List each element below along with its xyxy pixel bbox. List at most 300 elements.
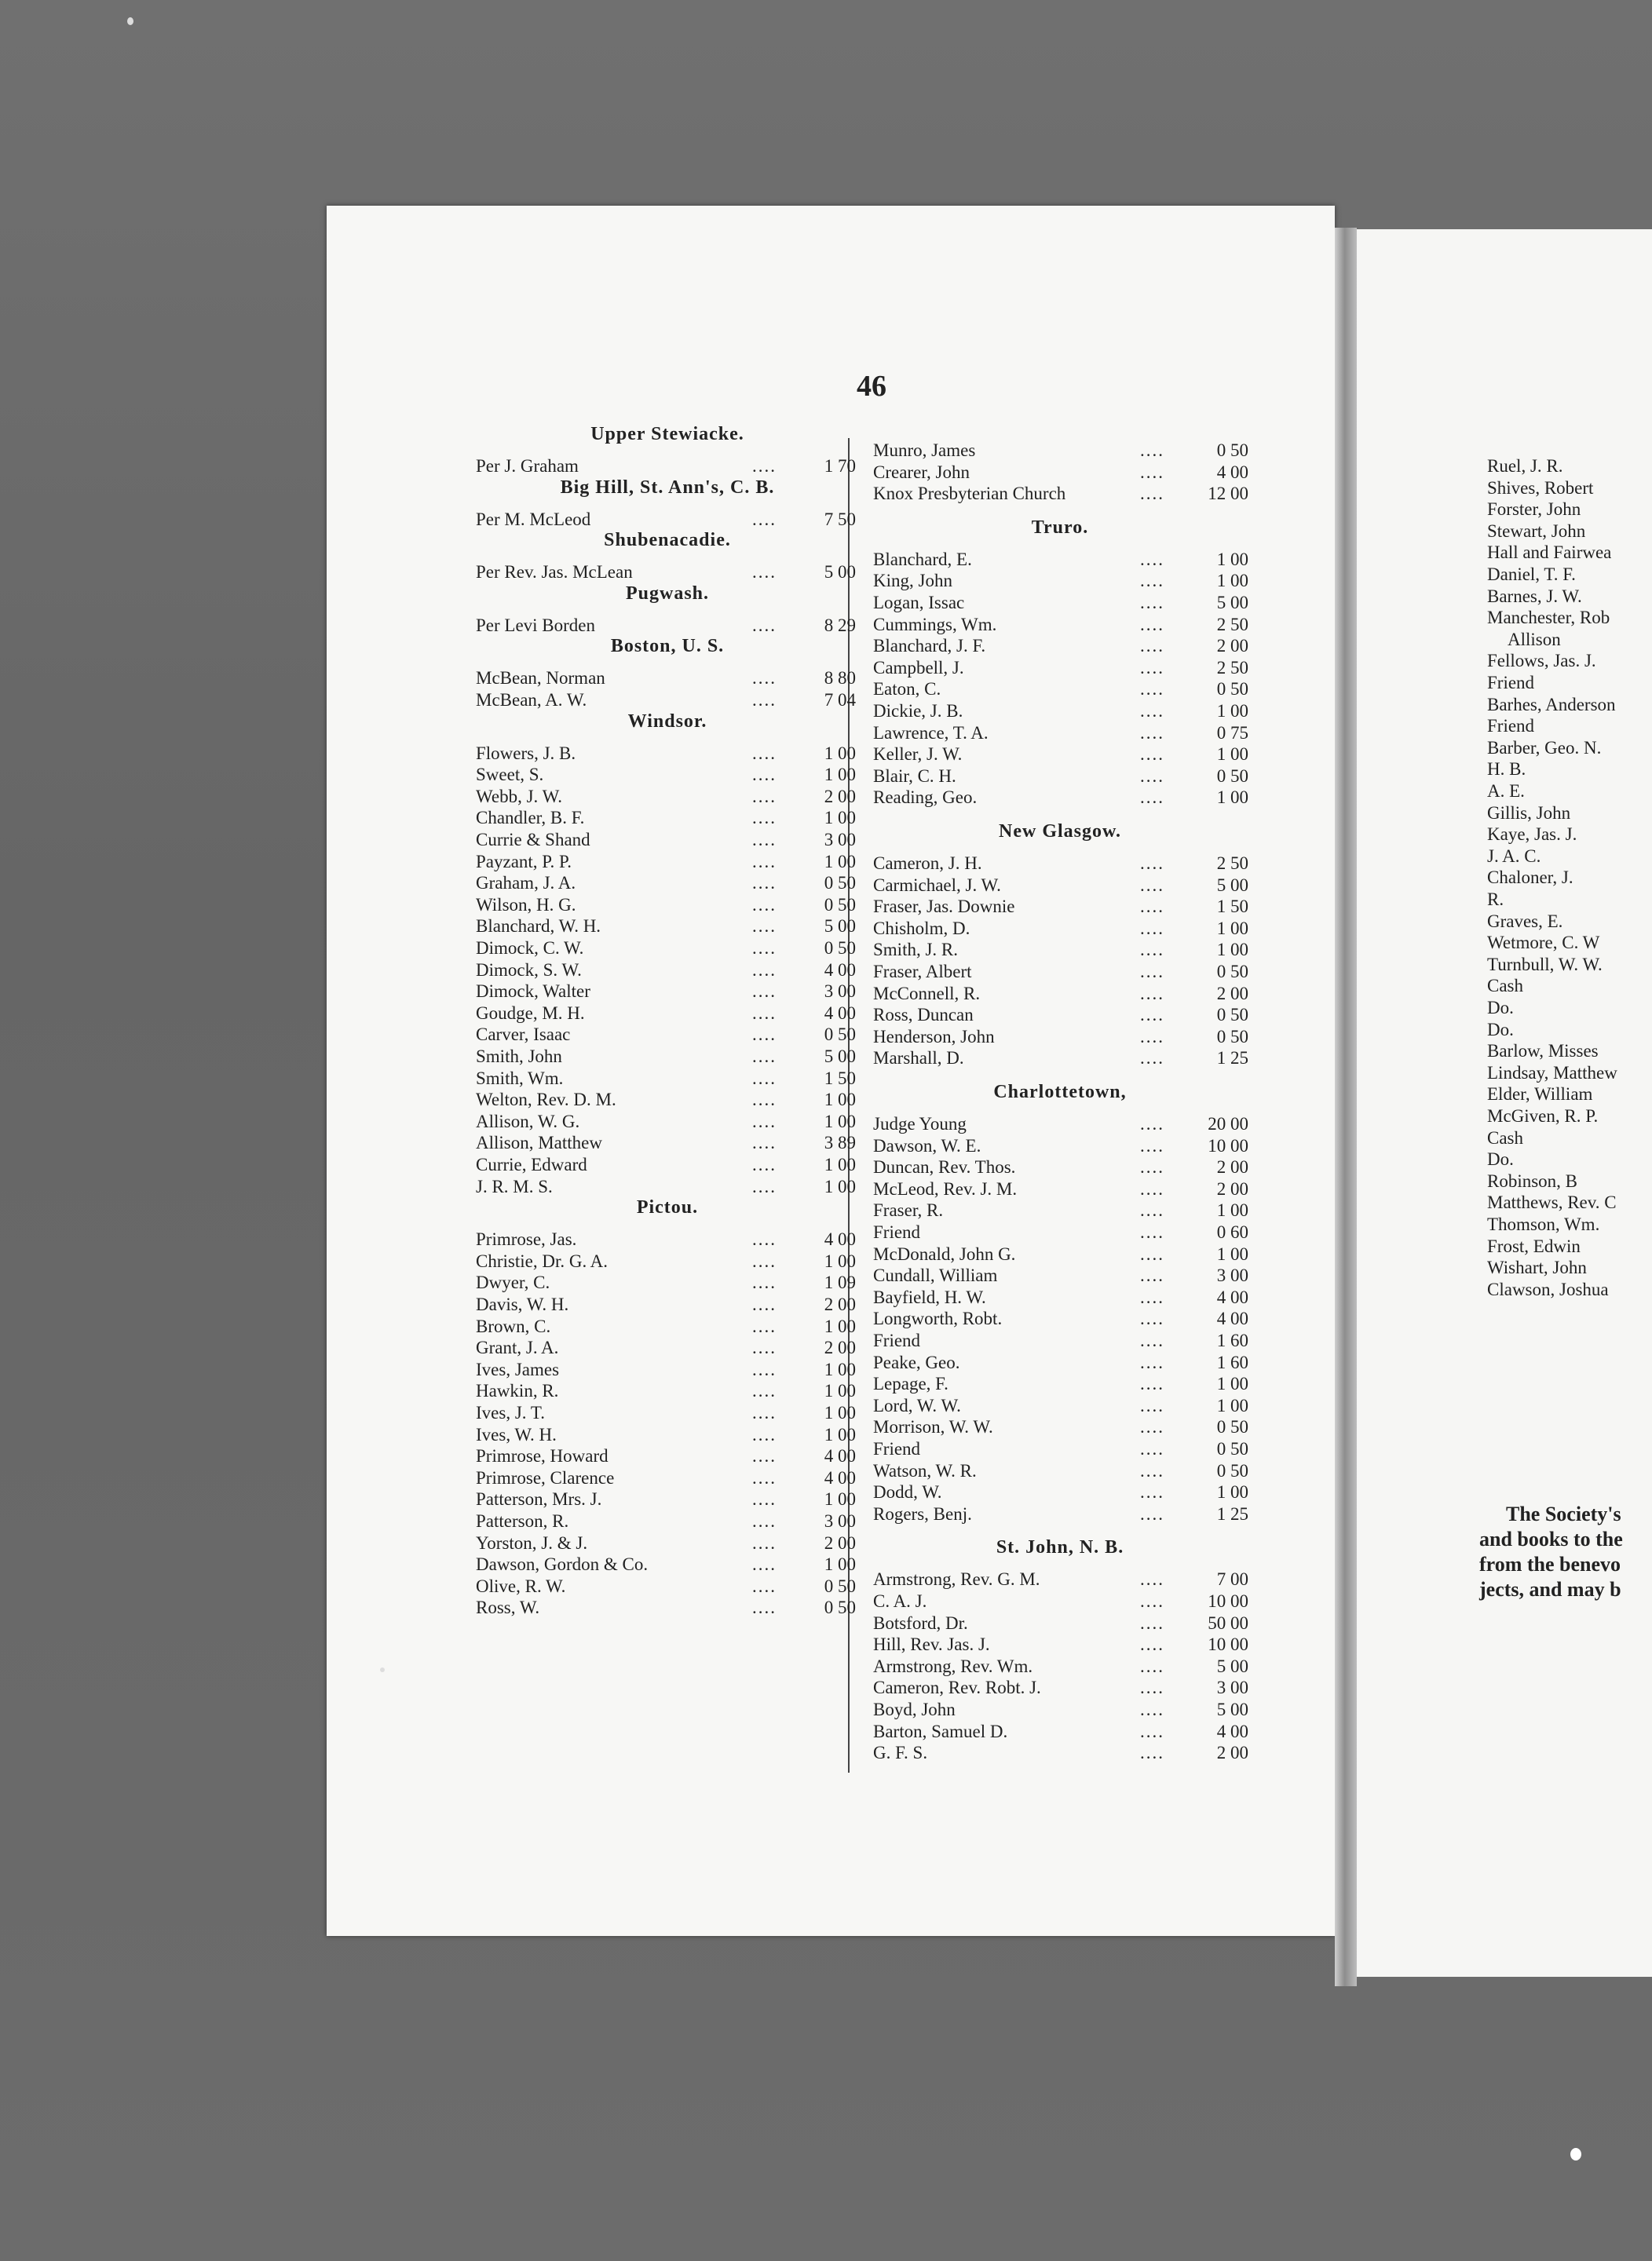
contribution-amount: 1 00	[1216, 1244, 1248, 1264]
contributor-name: Friend	[1487, 716, 1535, 736]
contribution-row	[476, 851, 856, 873]
dot-leader: ....	[1140, 549, 1164, 569]
contributor-name: Per M. McLeod	[476, 509, 591, 529]
dot-leader: ....	[752, 786, 777, 806]
contribution-amount: 5 00	[824, 562, 856, 583]
contributor-name: Per Rev. Jas. McLean	[476, 562, 633, 583]
contributor-name: A. E.	[1487, 781, 1525, 801]
contribution-amount: 5 00	[824, 916, 856, 937]
contribution-row	[476, 807, 856, 829]
contribution-row	[476, 1424, 856, 1446]
contribution-row	[873, 1634, 1248, 1656]
contributor-name: Ives, W. H.	[476, 1424, 557, 1445]
contribution-amount: 2 00	[1216, 636, 1248, 656]
contribution-amount: 0 50	[1216, 679, 1248, 699]
contribution-row	[476, 981, 856, 1003]
contributor-name: Friend	[873, 1439, 921, 1459]
dot-leader: ....	[1140, 1222, 1164, 1242]
contribution-row	[873, 1178, 1248, 1200]
contributor-name: Rogers, Benj.	[873, 1503, 972, 1524]
dot-leader: ....	[752, 1489, 777, 1510]
contribution-row	[476, 1154, 856, 1176]
dot-leader: ....	[752, 1155, 777, 1174]
section-heading: Boston, U. S.	[610, 636, 725, 657]
contribution-amount: 1 00	[824, 808, 856, 828]
contributor-name: Ruel, J. R.	[1487, 456, 1563, 476]
contributor-name: Cameron, Rev. Robt. J.	[873, 1678, 1041, 1698]
contributor-name: Logan, Issac	[873, 593, 965, 612]
contributor-name: Cash	[1487, 1127, 1523, 1148]
dot-leader: ....	[1140, 484, 1164, 504]
dot-leader: ....	[752, 1338, 777, 1358]
contributor-name: Yorston, J. & J.	[476, 1532, 588, 1553]
dot-leader: ....	[1140, 1395, 1164, 1415]
section-heading: New Glasgow.	[999, 821, 1121, 842]
dot-leader: ....	[1140, 1439, 1164, 1459]
dot-leader: ....	[752, 1532, 777, 1553]
contribution-amount: 1 00	[824, 1251, 856, 1271]
dot-leader: ....	[1140, 1178, 1164, 1199]
section-heading: Pugwash.	[625, 583, 710, 604]
contribution-amount: 4 00	[824, 1003, 856, 1023]
contributor-name: King, John	[873, 571, 952, 591]
dot-leader: ....	[1140, 1460, 1164, 1481]
contribution-row	[873, 1244, 1248, 1266]
contribution-amount: 5 00	[1216, 1656, 1248, 1676]
contributor-name: H. B.	[1487, 759, 1526, 780]
dot-leader: ....	[752, 1511, 777, 1531]
contribution-amount: 8 80	[824, 668, 856, 689]
contribution-row	[873, 1330, 1248, 1352]
contributor-name: Matthews, Rev. C	[1487, 1193, 1617, 1213]
contribution-amount: 4 00	[824, 1229, 856, 1250]
contribution-amount: 2 00	[1216, 1157, 1248, 1178]
contribution-amount: 1 00	[1216, 571, 1248, 591]
dot-leader: ....	[752, 938, 777, 958]
dot-leader: ....	[752, 1467, 777, 1488]
contributor-name: Munro, James	[873, 440, 976, 460]
contribution-amount: 1 00	[1216, 1200, 1248, 1221]
dot-leader: ....	[752, 1359, 777, 1379]
contribution-row	[476, 959, 856, 981]
contribution-amount: 1 00	[1216, 701, 1248, 721]
contributor-name: Armstrong, Rev. G. M.	[873, 1569, 1040, 1590]
dot-leader: ....	[1140, 875, 1164, 895]
contributor-name: Dimock, C. W.	[476, 938, 584, 958]
contribution-amount: 2 00	[824, 1295, 856, 1314]
dot-leader: ....	[1140, 614, 1164, 634]
dot-leader: ....	[1140, 1287, 1164, 1307]
contributor-name: Christie, Dr. G. A.	[476, 1251, 609, 1271]
contribution-amount: 1 00	[824, 1359, 856, 1379]
contribution-row	[873, 896, 1248, 918]
contribution-amount: 4 00	[824, 1467, 856, 1488]
contribution-row	[476, 1272, 856, 1294]
contribution-row	[873, 1222, 1248, 1244]
dot-leader: ....	[1140, 1244, 1164, 1264]
contribution-row	[476, 1337, 856, 1359]
contribution-row	[873, 961, 1248, 983]
contributor-name: Cash	[1487, 976, 1523, 996]
contributor-name: J. R. M. S.	[476, 1176, 553, 1196]
contributor-name: Robinson, B	[1487, 1171, 1578, 1191]
contributor-name: Daniel, T. F.	[1487, 564, 1576, 584]
contributor-name: C. A. J.	[873, 1591, 927, 1611]
contribution-amount: 1 00	[1216, 940, 1248, 960]
contribution-row	[476, 764, 856, 786]
contribution-row	[873, 1004, 1248, 1026]
book-gutter	[1335, 228, 1357, 1986]
contribution-amount: 2 50	[1216, 657, 1248, 678]
dot-leader: ....	[752, 1273, 777, 1293]
contributor-name: Brown, C.	[476, 1316, 551, 1336]
contribution-amount: 7 00	[1216, 1569, 1248, 1590]
contribution-row	[476, 1380, 856, 1402]
contributor-name: McDonald, John G.	[873, 1244, 1016, 1264]
contribution-amount: 1 00	[1216, 744, 1248, 765]
dot-leader: ....	[752, 1381, 777, 1401]
contribution-amount: 8 29	[824, 615, 856, 635]
contribution-row	[476, 1068, 856, 1090]
contributor-name: McGiven, R. P.	[1487, 1106, 1599, 1126]
contribution-row	[873, 592, 1248, 614]
contribution-row	[873, 1395, 1248, 1417]
dot-leader: ....	[752, 1176, 777, 1196]
contribution-row	[873, 1569, 1248, 1591]
contribution-amount: 3 00	[824, 1511, 856, 1531]
contribution-row	[873, 635, 1248, 657]
dot-leader: ....	[1140, 1482, 1164, 1503]
contribution-row	[873, 1026, 1248, 1048]
contribution-row	[873, 1699, 1248, 1721]
page-number: 46	[857, 370, 886, 403]
contributor-name: Webb, J. W.	[476, 786, 562, 806]
contributor-name: Clawson, Joshua	[1487, 1279, 1609, 1299]
contributor-name: Forster, John	[1487, 499, 1581, 520]
contributor-name: Longworth, Robt.	[873, 1309, 1003, 1329]
contribution-row	[873, 1591, 1248, 1613]
contribution-row	[873, 549, 1248, 571]
contribution-amount: 0 50	[824, 1025, 856, 1045]
contribution-amount: 1 00	[824, 1489, 856, 1510]
contribution-row	[476, 455, 856, 477]
contribution-row	[873, 787, 1248, 809]
contributor-name: Goudge, M. H.	[476, 1003, 585, 1023]
contribution-row	[476, 937, 856, 959]
contributor-name: Kaye, Jas. J.	[1487, 824, 1577, 845]
dot-leader: ....	[752, 1446, 777, 1467]
contribution-amount: 3 00	[824, 981, 856, 1002]
dot-leader: ....	[1140, 853, 1164, 873]
contributor-name: Dawson, W. E.	[873, 1135, 981, 1156]
contribution-row	[873, 1352, 1248, 1374]
contribution-amount: 0 50	[1216, 765, 1248, 786]
dot-leader: ....	[752, 1003, 777, 1023]
contributor-name: Primrose, Clarence	[476, 1467, 615, 1488]
contribution-row	[873, 462, 1248, 484]
contributor-name: Turnbull, W. W.	[1487, 954, 1603, 974]
contribution-amount: 0 60	[1216, 1222, 1248, 1242]
contributor-name: Barhes, Anderson	[1487, 694, 1616, 714]
contribution-row	[873, 1200, 1248, 1222]
contribution-amount: 3 00	[1216, 1266, 1248, 1286]
section-heading: Charlottetown,	[993, 1082, 1127, 1102]
contributor-name: Cundall, William	[873, 1266, 998, 1286]
dot-leader: ....	[752, 509, 777, 529]
dot-leader: ....	[1140, 1048, 1164, 1068]
contribution-amount: 3 00	[1216, 1678, 1248, 1698]
dot-leader: ....	[752, 1068, 777, 1088]
contributor-name: Morrison, W. W.	[873, 1417, 993, 1437]
dot-leader: ....	[1140, 1026, 1164, 1046]
dot-leader: ....	[1140, 787, 1164, 808]
contributor-name: Flowers, J. B.	[476, 743, 576, 763]
contribution-amount: 4 00	[1216, 462, 1248, 482]
contribution-amount: 1 60	[1216, 1352, 1248, 1372]
contributor-name: Allison, Matthew	[476, 1133, 602, 1153]
scan-speck	[380, 1667, 385, 1672]
contribution-amount: 1 00	[1216, 549, 1248, 569]
dot-leader: ....	[1140, 983, 1164, 1003]
dot-leader: ....	[1140, 722, 1164, 743]
contributor-name: Fellows, Jas. J.	[1487, 651, 1596, 671]
scan-speck	[127, 17, 133, 25]
contribution-amount: 1 00	[824, 1403, 856, 1423]
contribution-amount: 1 00	[1216, 1374, 1248, 1394]
contribution-amount: 1 00	[1216, 1482, 1248, 1503]
contribution-row	[476, 1089, 856, 1111]
dot-leader: ....	[1140, 462, 1164, 482]
contribution-amount: 0 50	[824, 938, 856, 958]
contributor-name: Dimock, Walter	[476, 981, 590, 1002]
contributor-name: McConnell, R.	[873, 983, 981, 1003]
contribution-amount: 1 00	[1216, 918, 1248, 938]
contributor-name: Bayfield, H. W.	[873, 1287, 986, 1307]
contributor-name: Ross, W.	[476, 1598, 540, 1618]
contributor-name: Judge Young	[873, 1114, 967, 1134]
dot-leader: ....	[752, 1046, 777, 1066]
contributor-name: Hawkin, R.	[476, 1381, 559, 1401]
contribution-row	[873, 1613, 1248, 1635]
paragraph-line: jects, and may b	[1479, 1578, 1621, 1601]
dot-leader: ....	[752, 830, 777, 849]
contributor-name: Dimock, S. W.	[476, 959, 582, 980]
contributor-name: Chandler, B. F.	[476, 808, 585, 828]
contribution-row	[873, 722, 1248, 744]
contributor-name: Do.	[1487, 1019, 1514, 1039]
contribution-row	[476, 561, 856, 583]
contribution-amount: 10 00	[1208, 1635, 1248, 1655]
contributor-name: Barnes, J. W.	[1487, 586, 1582, 606]
contribution-amount: 2 00	[824, 1338, 856, 1358]
dot-leader: ....	[752, 851, 777, 871]
contribution-amount: 1 00	[824, 851, 856, 871]
contribution-row	[873, 614, 1248, 636]
dot-leader: ....	[1140, 1591, 1164, 1611]
contributor-name: Grant, J. A.	[476, 1338, 559, 1358]
contribution-amount: 1 00	[824, 1090, 856, 1110]
contribution-row	[476, 1294, 856, 1316]
contribution-row	[476, 1176, 856, 1198]
contributor-name: Armstrong, Rev. Wm.	[873, 1656, 1033, 1676]
contributor-name: Friend	[873, 1331, 921, 1350]
section-heading: Shubenacadie.	[604, 530, 731, 551]
dot-leader: ....	[752, 1295, 777, 1314]
dot-leader: ....	[1140, 657, 1164, 678]
contribution-amount: 0 50	[1216, 1005, 1248, 1025]
dot-leader: ....	[752, 1133, 777, 1153]
contribution-row	[873, 440, 1248, 462]
contributor-name: Friend	[873, 1222, 921, 1242]
contribution-row	[476, 1003, 856, 1025]
contribution-row	[873, 678, 1248, 700]
contribution-row	[873, 657, 1248, 679]
contribution-amount: 2 50	[1216, 853, 1248, 873]
contributor-name: Henderson, John	[873, 1026, 995, 1046]
contributor-name: Fraser, Albert	[873, 962, 972, 981]
dot-leader: ....	[1140, 1613, 1164, 1633]
contribution-amount: 0 50	[824, 894, 856, 915]
dot-leader: ....	[752, 1111, 777, 1131]
contributor-name: Boyd, John	[873, 1700, 956, 1719]
contributor-name: Stewart, John	[1487, 521, 1586, 541]
dot-leader: ....	[1140, 1352, 1164, 1372]
contribution-amount: 1 00	[824, 765, 856, 785]
contribution-amount: 0 50	[1216, 1439, 1248, 1459]
contributor-name: Do.	[1487, 1149, 1514, 1170]
contribution-amount: 0 50	[824, 1598, 856, 1618]
contribution-amount: 1 70	[824, 456, 856, 476]
contributor-name: Dwyer, C.	[476, 1273, 550, 1293]
dot-leader: ....	[1140, 1135, 1164, 1156]
contribution-row	[476, 1402, 856, 1424]
contribution-amount: 1 00	[824, 743, 856, 763]
contribution-amount: 0 50	[1216, 440, 1248, 460]
contribution-row	[476, 667, 856, 689]
contributor-name: Ives, J. T.	[476, 1403, 545, 1423]
dot-leader: ....	[752, 1598, 777, 1618]
dot-leader: ....	[752, 1229, 777, 1250]
dot-leader: ....	[1140, 897, 1164, 917]
contributor-name: Chisholm, D.	[873, 918, 970, 938]
dot-leader: ....	[752, 1576, 777, 1596]
contributor-name: Welton, Rev. D. M.	[476, 1090, 616, 1110]
dot-leader: ....	[752, 1251, 777, 1271]
dot-leader: ....	[752, 765, 777, 785]
contributor-name: Hall and Fairwea	[1487, 542, 1612, 563]
dot-leader: ....	[752, 981, 777, 1002]
contributor-name: Barton, Samuel D.	[873, 1721, 1008, 1741]
contributor-name: Patterson, R.	[476, 1511, 569, 1531]
contributor-name: Currie, Edward	[476, 1155, 587, 1174]
contribution-amount: 2 00	[824, 786, 856, 806]
contribution-amount: 4 00	[824, 1446, 856, 1467]
contribution-row	[873, 765, 1248, 787]
contribution-row	[476, 1597, 856, 1619]
dot-leader: ....	[1140, 593, 1164, 612]
dot-leader: ....	[752, 562, 777, 583]
contribution-row	[873, 570, 1248, 592]
contributor-name: J. A. C.	[1487, 846, 1541, 866]
contribution-row	[873, 1677, 1248, 1699]
contributor-name: Crearer, John	[873, 462, 970, 482]
contribution-row	[476, 1359, 856, 1381]
contributor-name: Do.	[1487, 998, 1514, 1017]
contributor-name: Blanchard, W. H.	[476, 916, 601, 937]
dot-leader: ....	[1140, 1005, 1164, 1025]
dot-leader: ....	[1140, 918, 1164, 938]
contribution-row	[476, 1316, 856, 1338]
dot-leader: ....	[1140, 1266, 1164, 1286]
contribution-row	[873, 1265, 1248, 1287]
contribution-row	[476, 1132, 856, 1154]
dot-leader: ....	[1140, 1157, 1164, 1178]
contribution-amount: 4 00	[1216, 1721, 1248, 1741]
contribution-amount: 1 00	[824, 1381, 856, 1401]
contribution-row	[873, 1308, 1248, 1330]
dot-leader: ....	[752, 690, 777, 710]
contributor-name: Barlow, Misses	[1487, 1041, 1599, 1061]
contributor-name: Gillis, John	[1487, 802, 1571, 823]
contribution-amount: 10 00	[1208, 1591, 1248, 1611]
paragraph-line: from the benevo	[1479, 1553, 1621, 1576]
contribution-row	[873, 875, 1248, 897]
contribution-amount: 20 00	[1208, 1114, 1248, 1134]
contribution-row	[476, 786, 856, 808]
dot-leader: ....	[752, 1403, 777, 1423]
dot-leader: ....	[1140, 679, 1164, 699]
contribution-amount: 7 04	[824, 690, 856, 710]
contribution-amount: 4 00	[1216, 1287, 1248, 1307]
contributor-name: Allison	[1508, 629, 1561, 649]
contribution-row	[873, 1481, 1248, 1503]
contribution-row	[873, 1460, 1248, 1482]
contributor-name: Dawson, Gordon & Co.	[476, 1554, 649, 1575]
contribution-amount: 1 00	[1216, 787, 1248, 808]
contributor-name: Ross, Duncan	[873, 1005, 974, 1025]
contribution-row	[873, 1438, 1248, 1460]
contributor-name: Lindsay, Matthew	[1487, 1062, 1617, 1083]
contributor-name: Botsford, Dr.	[873, 1613, 968, 1633]
contribution-row	[873, 1656, 1248, 1678]
contributor-name: Fraser, Jas. Downie	[873, 897, 1015, 917]
contribution-row	[476, 872, 856, 894]
contribution-row	[476, 1251, 856, 1273]
contributor-name: Graves, E.	[1487, 911, 1563, 931]
contribution-row	[476, 915, 856, 937]
contribution-amount: 2 00	[1216, 1743, 1248, 1763]
contribution-amount: 0 50	[824, 873, 856, 893]
contributor-name: Shives, Robert	[1487, 477, 1594, 498]
dot-leader: ....	[1140, 1374, 1164, 1394]
contribution-amount: 5 00	[1216, 593, 1248, 612]
dot-leader: ....	[1140, 765, 1164, 786]
dot-leader: ....	[1140, 701, 1164, 721]
contributor-name: Wilson, H. G.	[476, 894, 576, 915]
contribution-amount: 1 00	[824, 1155, 856, 1174]
contributor-name: Currie & Shand	[476, 830, 590, 849]
dot-leader: ....	[1140, 1417, 1164, 1437]
contribution-amount: 1 00	[1216, 1395, 1248, 1415]
contributor-name: Allison, W. G.	[476, 1111, 580, 1131]
contributor-name: Eaton, C.	[873, 679, 941, 699]
contribution-amount: 1 25	[1216, 1503, 1248, 1524]
contribution-amount: 2 00	[1216, 1178, 1248, 1199]
contributor-name: Sweet, S.	[476, 765, 544, 785]
contribution-row	[873, 983, 1248, 1005]
contributor-name: Payzant, P. P.	[476, 851, 572, 871]
contribution-amount: 50 00	[1208, 1613, 1248, 1633]
